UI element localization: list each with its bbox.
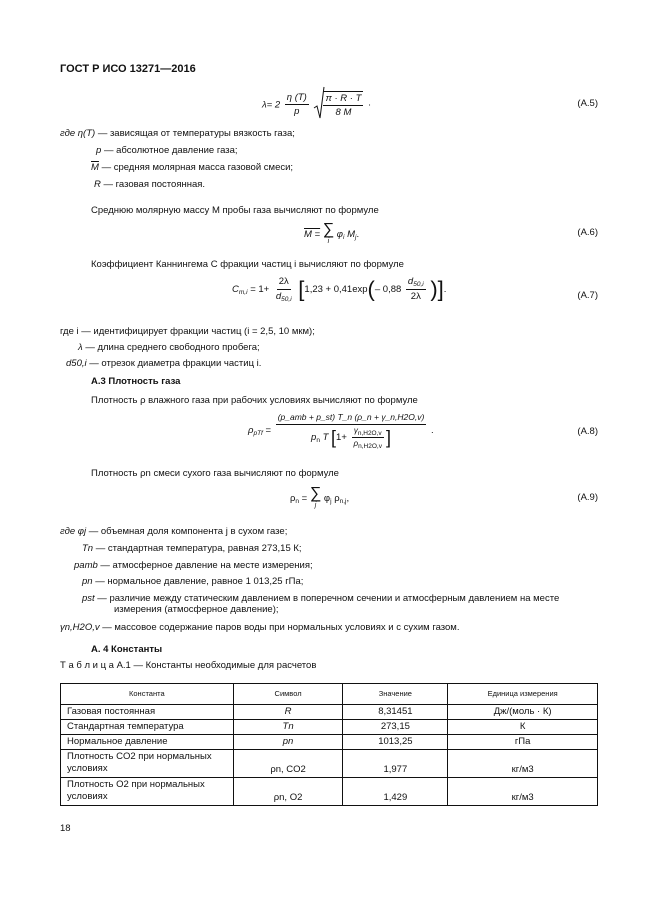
table-cell: Плотность O2 при нормальных условиях: [61, 777, 234, 805]
eq-a9-number: (A.9): [577, 492, 598, 503]
eq-a8-number: (A.8): [577, 426, 598, 437]
eq-a6-lhs: M =: [304, 228, 321, 240]
table-cell: 1,429: [343, 777, 448, 805]
document-header: ГОСТ Р ИСО 13271—2016: [60, 63, 196, 75]
equation-a8: $\rho_{pTf}$ = (p_amb + p_st) T_n (ρ_n + γ_n,H2O,v) $p_n$ T [1+ $\frac{\gamma_{n,H2O,v}}{\rho_{n,H2O,v}}$ ] .: [248, 412, 434, 450]
table-cell: Нормальное давление: [61, 734, 234, 749]
eq-a5-root-den: 8 M: [335, 107, 352, 119]
def-i: где i — идентифицирует фракции частиц (i = 2,5, 10 мкм);: [60, 326, 315, 337]
table-row: [61, 777, 598, 805]
table-header-row: [61, 684, 598, 705]
eq-a5-tail: ·: [368, 99, 372, 111]
table-header: Символ: [233, 684, 343, 705]
table-cell: Газовая постоянная: [61, 705, 234, 720]
table-cell: Плотность CO2 при нормальных условиях: [61, 749, 234, 777]
eq-a7-frac2: $\frac{d_{50,i}}{2\lambda}$: [407, 276, 424, 302]
table-cell: 8,31451: [343, 705, 448, 720]
def-pst: pst — различие между статическим давлением в поперечном сечении и атмосферным давлением на месте: [82, 593, 560, 604]
table-row: [61, 734, 598, 749]
page-number: 18: [60, 823, 71, 834]
table-cell: 1,977: [343, 749, 448, 777]
table-cell: Tn: [233, 719, 343, 734]
def-d50: d50,i — отрезок диаметра фракции частиц i.: [66, 358, 262, 369]
table-cell: pn: [233, 734, 343, 749]
table-row: [61, 719, 598, 734]
table-caption: Т а б л и ц а А.1 — Константы необходимые для расчетов: [60, 660, 317, 671]
table-cell: К: [448, 719, 598, 734]
section-a4-title: А. 4 Константы: [91, 644, 163, 655]
table-header: Константа: [61, 684, 234, 705]
eq-a5-root-num: π · R · T: [323, 93, 363, 107]
table-cell: Дж/(моль · К): [448, 705, 598, 720]
table-cell: кг/м3: [448, 749, 598, 777]
eq-a5-frac-den: p: [294, 106, 300, 118]
equation-a7: $C_{m,i} = 1+$ $\frac{2\lambda}{d_{50,i}}$ [1,23 + 0,41exp(– 0,88 $\frac{d_{50,i}}{2\lambda}$ )].: [232, 276, 447, 303]
sum-symbol: ∑ i: [322, 221, 335, 245]
table-header: Единица измерения: [448, 684, 598, 705]
table-header: Значение: [343, 684, 448, 705]
table-cell: R: [233, 705, 343, 720]
def-phi: где φj — объемная доля компонента j в сухом газе;: [60, 526, 288, 537]
equation-a6: M = ∑ i $\varphi_i$ $M_j$.: [304, 221, 360, 245]
table-row: [61, 749, 598, 777]
equation-a5: [262, 86, 371, 124]
eq-a5-lhs: λ= 2: [262, 99, 281, 111]
sum-symbol-a9: ∑ j: [309, 485, 322, 509]
constants-table: [60, 683, 598, 806]
def-r: R — газовая постоянная.: [94, 179, 206, 190]
def-pst-cont: измерения (атмосферное давление);: [114, 604, 279, 615]
eq-a5-root: [323, 91, 363, 120]
table-cell: 273,15: [343, 719, 448, 734]
eq-a5-frac-num: η (T): [285, 92, 309, 106]
def-pamb: pamb — атмосферное давление на месте измерения;: [74, 560, 313, 571]
table-cell: ρn, CO2: [233, 749, 343, 777]
eq-a7-number: (A.7): [577, 290, 598, 301]
table-cell: 1013,25: [343, 734, 448, 749]
table-cell: ρn, O2: [233, 777, 343, 805]
paragraph-a9: Плотность ρn смеси сухого газа вычисляют по формуле: [91, 468, 339, 479]
def-gamma: γn,H2O,v — массовое содержание паров воды при нормальных условиях и с сухим газом.: [60, 622, 460, 633]
eq-a7-frac1: $\frac{2\lambda}{d_{50,i}}$: [275, 276, 292, 303]
section-a3-title: А.3 Плотность газа: [91, 376, 181, 387]
paragraph-a6: Среднюю молярную массу M пробы газа вычисляют по формуле: [91, 205, 379, 216]
eq-a5-fraction: [285, 92, 309, 119]
table-cell: гПа: [448, 734, 598, 749]
table-row: [61, 705, 598, 720]
paragraph-a7: Коэффициент Каннингема C фракции частиц i вычисляют по формуле: [91, 259, 404, 270]
def-tn: Tn — стандартная температура, равная 273,15 К;: [82, 543, 302, 554]
equation-a9: $\rho_n$ = ∑ j $\varphi_j$ $\rho_{n,j}$,: [290, 485, 350, 509]
table-cell: кг/м3: [448, 777, 598, 805]
table-cell: Стандартная температура: [61, 719, 234, 734]
def-p: p — абсолютное давление газа;: [96, 145, 238, 156]
def-lambda: λ — длина среднего свободного пробега;: [78, 342, 260, 353]
def-pn: pn — нормальное давление, равное 1 013,25 гПа;: [82, 576, 304, 587]
def-eta: где η(T) — зависящая от температуры вязкость газа;: [60, 128, 295, 139]
eq-a5-number: (A.5): [577, 98, 598, 109]
paragraph-a8: Плотность ρ влажного газа при рабочих условиях вычисляют по формуле: [91, 395, 418, 406]
eq-a6-number: (A.6): [577, 227, 598, 238]
def-m: $\overline{M}$ — средняя молярная масса газовой смеси;: [91, 162, 294, 173]
eq-a8-frac: (p_amb + p_st) T_n (ρ_n + γ_n,H2O,v) $p_n$ T [1+ $\frac{\gamma_{n,H2O,v}}{\rho_{n,H2O,v}}$ ]: [277, 412, 425, 450]
